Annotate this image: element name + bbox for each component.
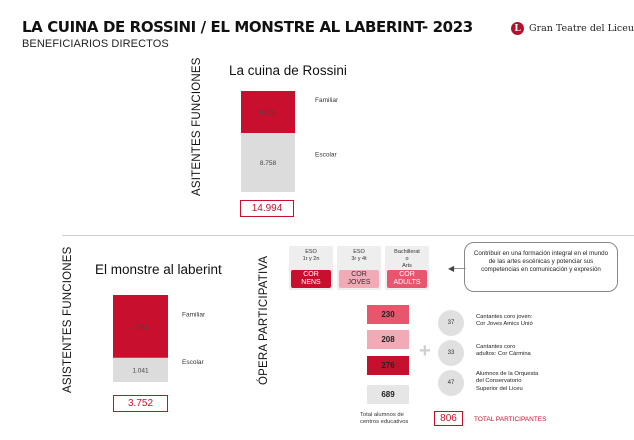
category-level: ESO 1r y 2n	[302, 249, 320, 262]
chart2-title: El monstre al laberint	[95, 262, 222, 277]
students-bar-cor-joves: 208	[367, 330, 409, 349]
page-subtitle: BENEFICIARIOS DIRECTOS	[22, 38, 169, 50]
category-card-cor-joves	[337, 246, 381, 290]
opera-vertical-label: ÓPERA PARTICIPATIVA	[258, 255, 270, 385]
bar-value-label: 2.711	[132, 323, 149, 331]
chart2-ylabel: ASISTENTES FUNCIONES	[62, 246, 74, 393]
students-total-label: Total alumnos de centros educativos	[360, 412, 409, 426]
total-participants-label: TOTAL PARTICIPANTES	[474, 416, 547, 423]
series-label: Escolar	[182, 358, 204, 366]
series-label: Familiar	[182, 311, 206, 319]
liceu-logo-text: Gran Teatre del Liceu	[529, 23, 634, 34]
bar-value-label: 1.041	[132, 367, 149, 375]
category-group: COR JOVES	[339, 270, 379, 288]
series-label: Escolar	[315, 151, 337, 159]
participant-label: Alumnos de la Orquesta del Conservatorio Superior del Liceu	[476, 371, 539, 392]
page-title: LA CUINA DE ROSSINI / EL MONSTRE AL LABERINT- 2023	[22, 18, 473, 36]
participant-circle: 47	[438, 370, 464, 396]
participant-circle: 33	[438, 340, 464, 366]
participant-label: Cantantes coro adultos: Cor Càrmina	[476, 344, 531, 358]
chart2-total: 3.752	[113, 395, 168, 412]
participant-label: Cantantes coro joven: Cor Joves Amics Unió	[476, 314, 533, 328]
category-level: Bachillerat o Arts	[394, 249, 420, 269]
bar-value-label: 8.758	[259, 160, 277, 168]
category-level: ESO 3r y 4t	[351, 249, 367, 262]
chart1-ylabel: ASITENTES FUNCIONES	[191, 57, 203, 196]
liceu-logo-icon: L	[511, 22, 524, 35]
participant-circle: 37	[438, 310, 464, 336]
category-group: COR NENS	[291, 270, 331, 288]
category-card-cor-nens	[289, 246, 333, 290]
plus-icon: +	[419, 340, 431, 362]
objective-callout: Contribuir en una formación integral en el mundo de las artes escénicas y potenciar sus competencias en comunicación y expresión	[464, 242, 618, 292]
category-group: COR ADULTS	[387, 270, 427, 288]
category-card-cor-adults	[385, 246, 429, 290]
bar-value-label: 6.236	[259, 109, 277, 117]
arrow-left-icon: ◀──	[448, 264, 466, 273]
chart1-total: 14.994	[240, 200, 294, 217]
total-participants-value: 806	[434, 411, 463, 426]
series-label: Familiar	[315, 97, 339, 105]
students-bar-cor-adults: 276	[367, 356, 409, 375]
students-bar-cor-nens: 230	[367, 305, 409, 324]
students-bar-total: 689	[367, 385, 409, 404]
chart1-title: La cuina de Rossini	[229, 63, 347, 78]
